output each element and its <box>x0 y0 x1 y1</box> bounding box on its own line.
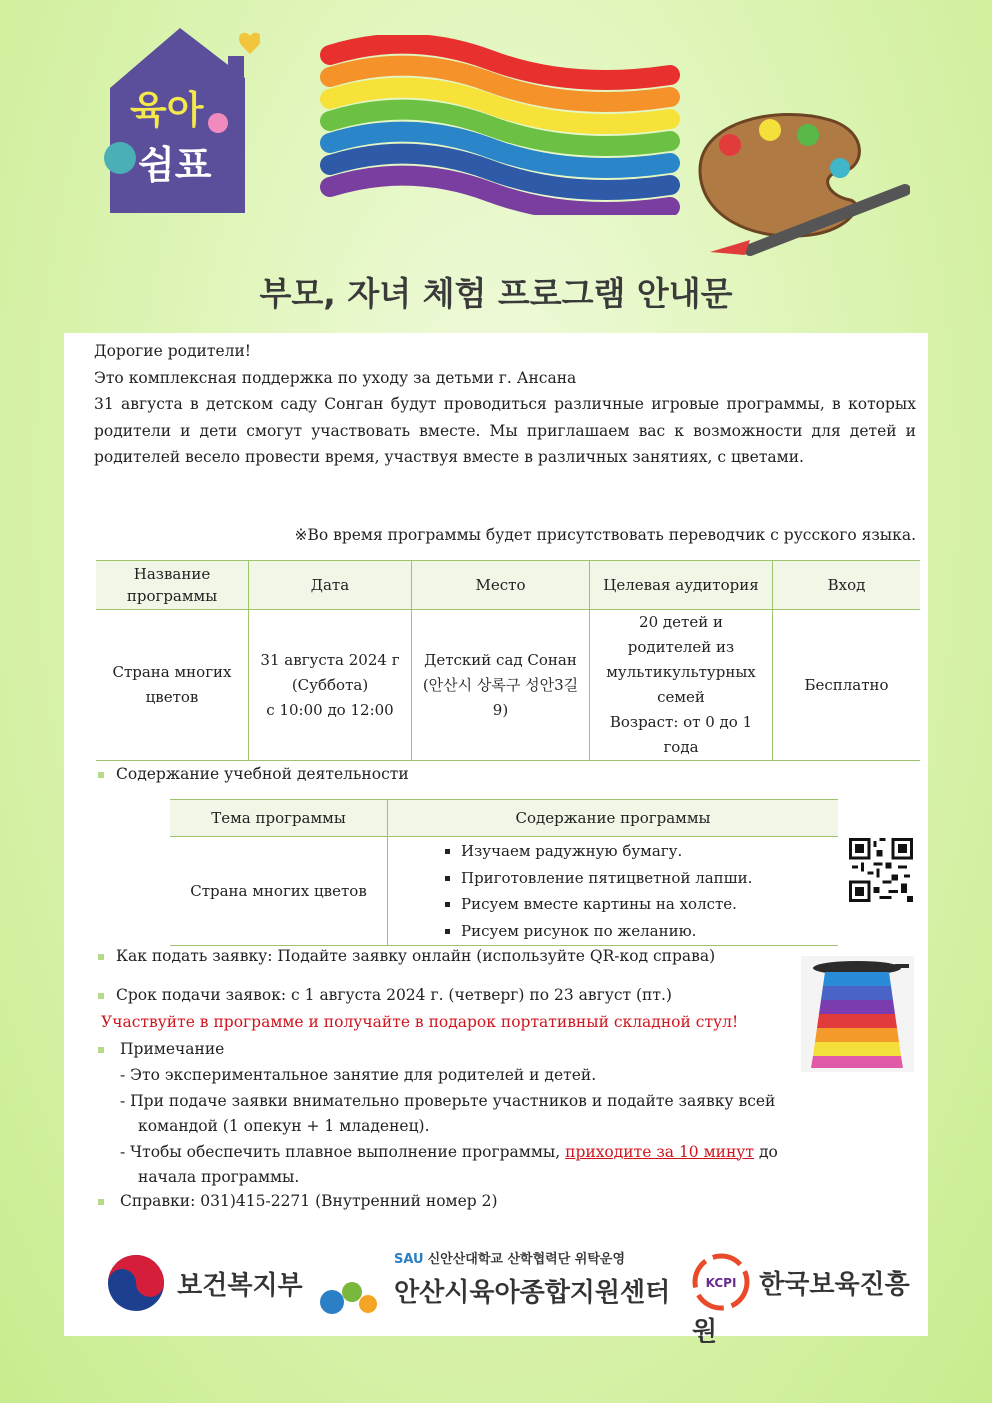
arrive-early-highlight: приходите за 10 минут <box>565 1142 755 1161</box>
table-row <box>96 610 920 761</box>
logo-text-2: 쉼표 <box>138 143 212 187</box>
intro-paragraph: 31 августа в детском саду Сонган будут проводиться различные игровые программы, в которых родители и дети смогут участвовать вместе. Мы приглашаем вас к возможности для детей и родителей весело провести время, участвуя вместе в различных занятиях, с цветами. <box>94 395 916 466</box>
audience-cell <box>590 610 773 761</box>
list-item: ▪ Рисуем рисунок по желанию. <box>461 918 837 945</box>
logo-text-1: 육아 <box>130 88 204 132</box>
gift-line: Участвуйте в программе и получайте в подарок портативный складной стул! <box>101 1013 739 1031</box>
activity-list <box>389 838 837 944</box>
remarks-heading-text: Примечание <box>120 1040 225 1058</box>
list-item: ▪ Приготовление пятицветной лапши. <box>461 865 837 892</box>
center-name: 안산시육아종합지원센터 <box>394 1278 671 1308</box>
header-cell: Вход <box>773 561 921 610</box>
header-cell: Название программы <box>96 561 249 610</box>
translator-note: ※Во время программы будет присутствовать переводчик с русского языка. <box>294 526 916 544</box>
bullet-icon <box>98 1199 104 1205</box>
deadline-text: Срок подачи заявок: с 1 августа 2024 г. (четверг) по 23 август (пт.) <box>116 986 672 1004</box>
content-sheet <box>64 333 928 1347</box>
date-line: (Суббота) <box>291 675 369 694</box>
header-cell: Целевая аудитория <box>590 561 773 610</box>
page-title: 부모, 자녀 체험 프로그램 안내문 <box>259 274 733 313</box>
place-line: (안산시 상록구 성안3길 9) <box>422 675 579 719</box>
audience-line: 20 детей и родителей из мультикультурных семей <box>606 613 756 706</box>
header-cell: Дата <box>249 561 412 610</box>
remark-text: до начала программы. <box>138 1142 778 1186</box>
contact-text: Справки: 031)415-2271 (Внутренний номер 2) <box>120 1192 498 1210</box>
header-cell: Место <box>412 561 590 610</box>
bullet-icon <box>98 954 104 960</box>
list-item: ▪ Изучаем радужную бумагу. <box>461 838 837 865</box>
paint-palette-illustration <box>690 100 910 260</box>
content-cell <box>388 837 839 946</box>
sau-brand: SAU <box>394 1252 424 1267</box>
remarks-heading <box>98 1040 224 1058</box>
apply-line <box>98 947 715 965</box>
taegeuk-icon <box>106 1253 166 1313</box>
activity-table <box>170 799 838 946</box>
header-cell: Тема программы <box>170 800 388 837</box>
table-header-row <box>96 561 920 610</box>
place-cell <box>412 610 590 761</box>
audience-line: Возраст: от 0 до 1 года <box>609 713 753 756</box>
place-line: Детский сад Сонан <box>424 650 577 669</box>
contact-line <box>98 1192 498 1210</box>
table-header-row <box>170 800 838 837</box>
entry-cell: Бесплатно <box>773 610 921 761</box>
remarks-list <box>120 1063 840 1191</box>
folding-stool-image <box>801 956 914 1072</box>
activity-heading-text: Содержание учебной деятельности <box>116 765 409 783</box>
yuga-swimpyo-logo <box>100 28 260 218</box>
activity-heading <box>98 765 409 783</box>
rainbow-flag-illustration <box>320 35 680 215</box>
apply-text: Как подать заявку: Подайте заявку онлайн (используйте QR-код справа) <box>116 947 716 965</box>
center-mark-icon <box>318 1268 380 1322</box>
kcpi-emblem-icon <box>692 1253 750 1311</box>
remark-item <box>120 1140 840 1191</box>
program-name-cell: Страна многих цветов <box>96 610 249 761</box>
deadline-line <box>98 986 672 1004</box>
ministry-name: 보건복지부 <box>177 1270 303 1301</box>
remark-item: - Это экспериментальное занятие для родителей и детей. <box>120 1066 597 1084</box>
intro-line: Это комплексная поддержка по уходу за детьми г. Ансана <box>94 368 577 387</box>
list-item: ▪ Рисуем вместе картины на холсте. <box>461 891 837 918</box>
ministry-logo <box>106 1253 303 1313</box>
kcpi-logo <box>692 1253 928 1348</box>
date-line: 31 августа 2024 г <box>260 650 400 669</box>
kcpi-name: 한국보육진흥원 <box>692 1269 910 1347</box>
table-row <box>170 837 838 946</box>
greeting-text: Дорогие родители! <box>94 342 252 360</box>
center-top-text: 신안산대학교 산학협력단 위탁운영 <box>427 1252 626 1267</box>
program-info-table <box>96 560 920 761</box>
intro-block <box>94 338 916 471</box>
theme-cell: Страна многих цветов <box>170 837 388 946</box>
remark-text: - Чтобы обеспечить плавное выполнение программы, <box>120 1142 566 1161</box>
qr-code[interactable] <box>849 838 913 902</box>
bullet-icon <box>98 772 104 778</box>
remark-item: - При подаче заявки внимательно проверьте участников и подайте заявку всей командой (1 опекун + 1 младенец). <box>120 1091 776 1135</box>
header-cell: Содержание программы <box>388 800 839 837</box>
center-top-line <box>394 1248 634 1267</box>
bullet-icon <box>98 993 104 999</box>
bullet-icon <box>98 1047 104 1053</box>
kcpi-badge-text: KCPI <box>705 1276 737 1290</box>
date-line: с 10:00 до 12:00 <box>266 700 394 719</box>
date-cell <box>249 610 412 761</box>
